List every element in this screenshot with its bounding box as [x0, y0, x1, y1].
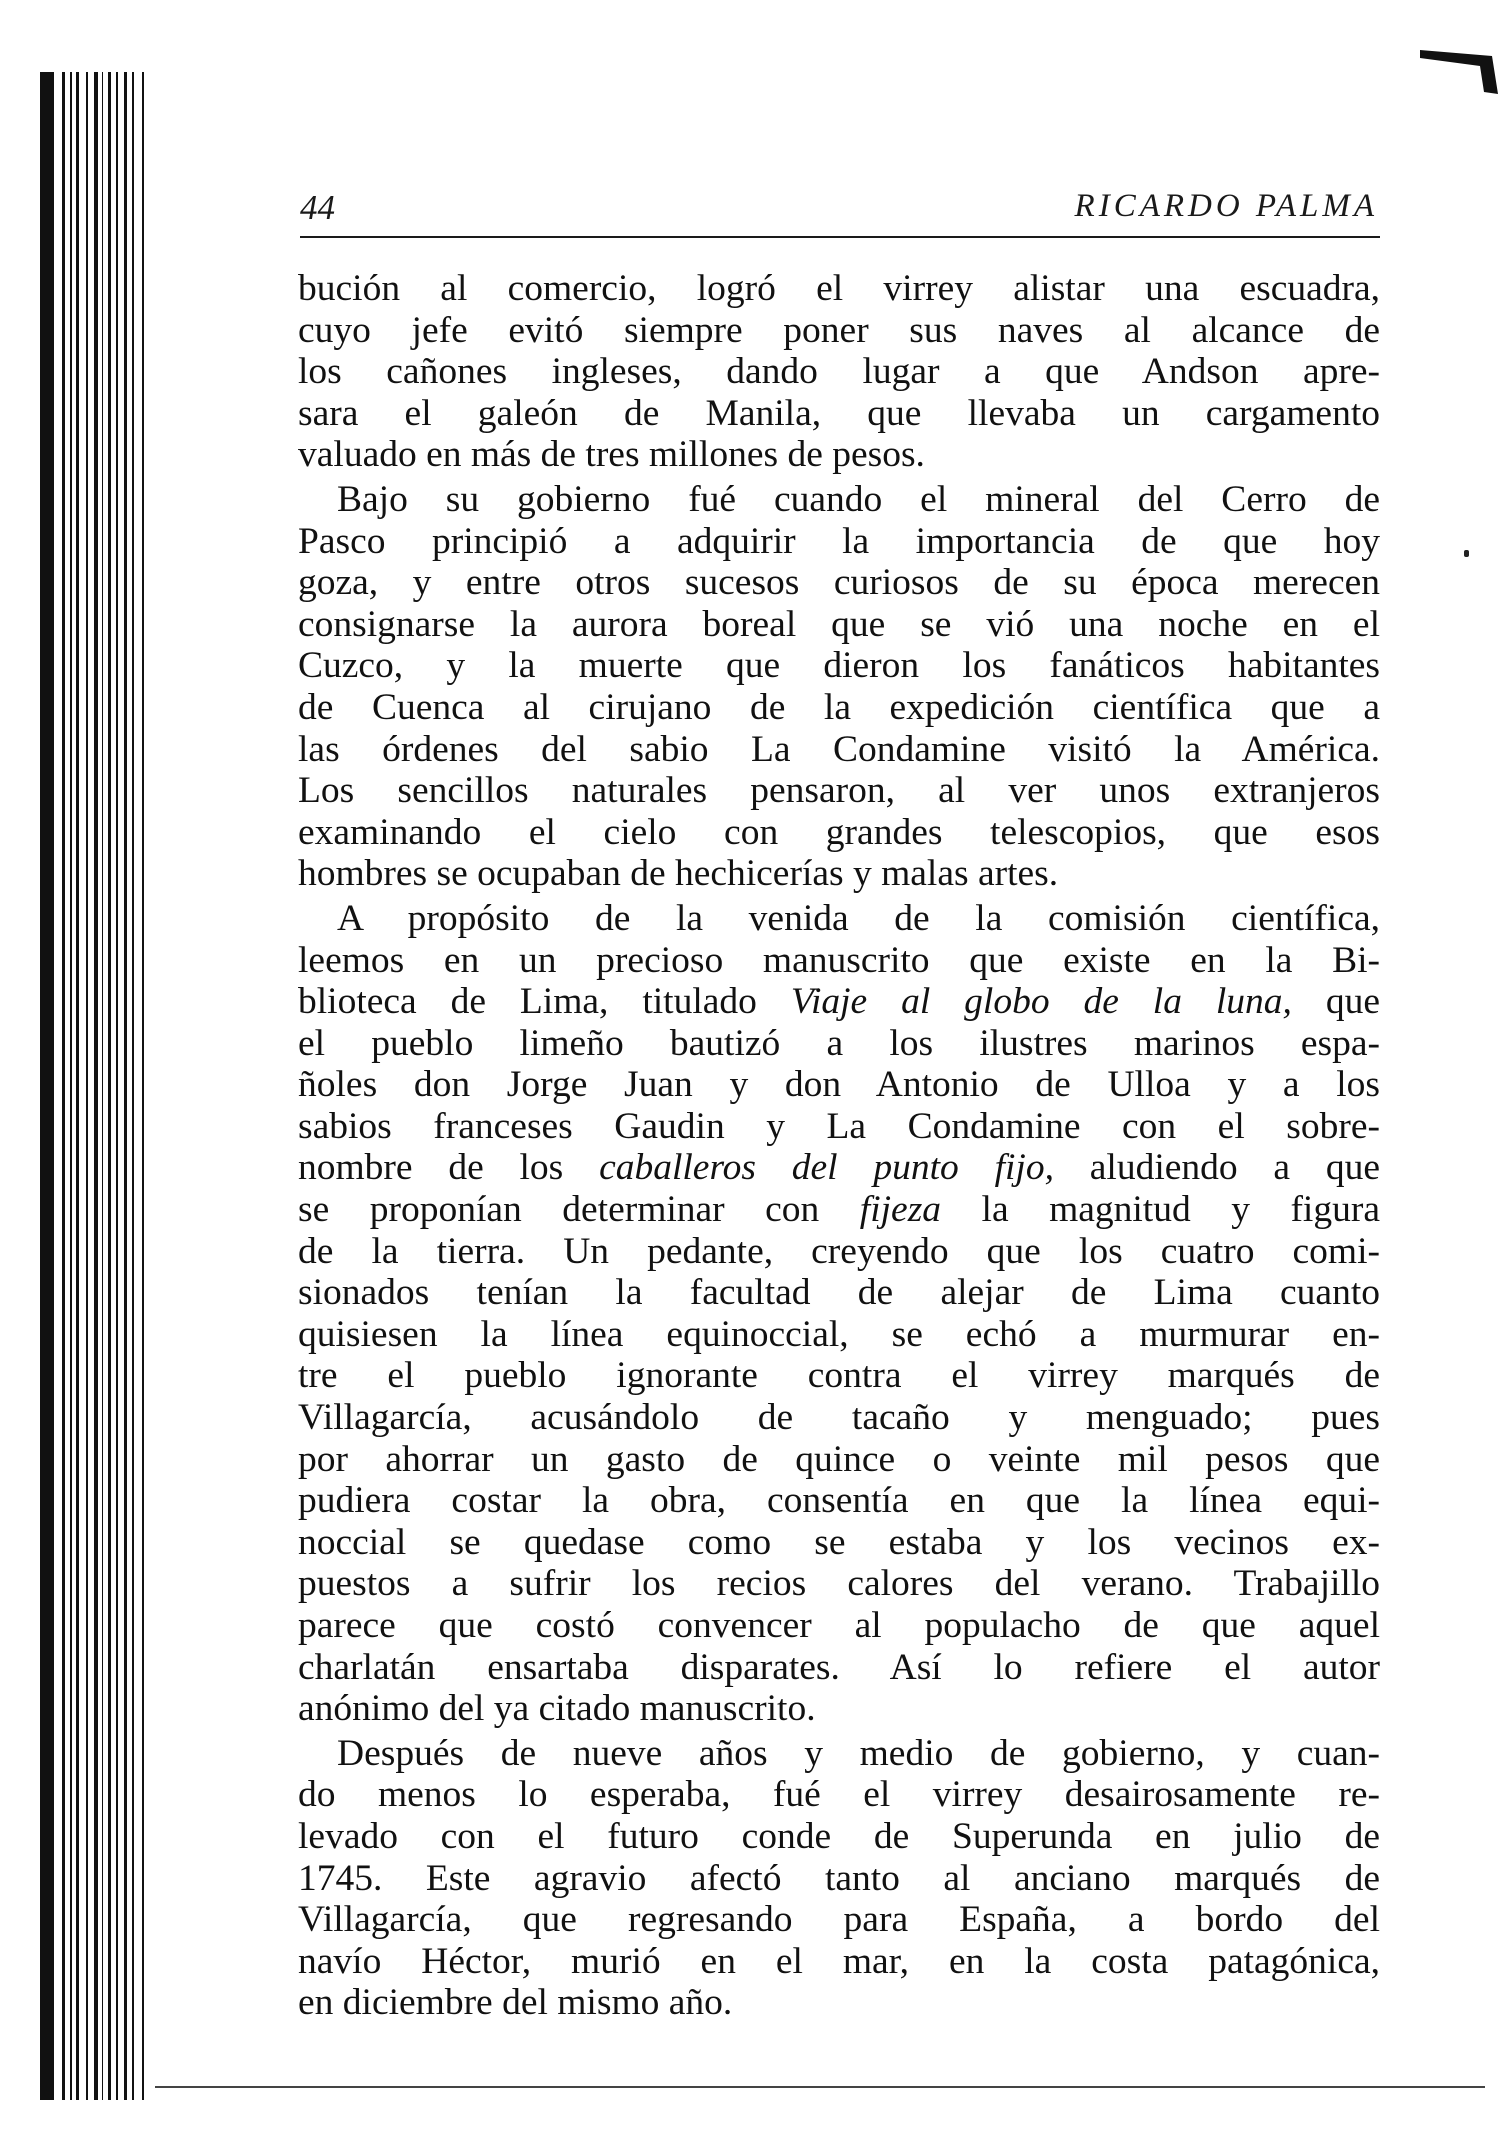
text-line: Cuzco, y la muerte que dieron los fanáticos habitantes	[298, 645, 1380, 687]
italic-word: fijeza	[859, 1189, 942, 1231]
text-run: nombre de los	[298, 1147, 564, 1189]
text-line: pudiera costar la obra, consentía en que la línea equi-	[298, 1480, 1380, 1522]
text-line: de Cuenca al cirujano de la expedición científica que a	[298, 686, 1380, 728]
text-line: Los sencillos naturales pensaron, al ver unos extranjeros	[298, 770, 1380, 812]
text-line: bución al comercio, logró el virrey alistar una escuadra,	[298, 268, 1380, 309]
header-rule	[300, 236, 1380, 238]
paragraph-1	[298, 268, 1380, 476]
text-line	[298, 981, 1380, 1023]
text-line: sionados tenían la facultad de alejar de Lima cuanto	[298, 1272, 1380, 1314]
text-line: noccial se quedase como se estaba y los vecinos ex-	[298, 1521, 1380, 1563]
text-line: las órdenes del sabio La Condamine visitó la América.	[298, 728, 1380, 770]
text-line	[298, 1147, 1380, 1189]
text-line: Bajo su gobierno fué cuando el mineral del Cerro de	[337, 478, 1380, 520]
text-run: blioteca de Lima, titulado	[298, 981, 757, 1023]
text-line	[298, 1189, 1380, 1231]
scan-speck	[1464, 550, 1469, 557]
text-line: Pasco principió a adquirir la importancia de que hoy	[298, 520, 1380, 562]
paragraph-3	[298, 898, 1380, 1730]
text-line: Villagarcía, que regresando para España, a bordo del	[298, 1899, 1380, 1941]
paragraph-4	[298, 1733, 1380, 2024]
text-line: puestos a sufrir los recios calores del verano. Trabajillo	[298, 1563, 1380, 1605]
bottom-edge-line	[155, 2086, 1485, 2088]
text-line: A propósito de la venida de la comisión científica,	[337, 897, 1380, 939]
text-line: anónimo del ya citado manuscrito.	[298, 1688, 816, 1730]
text-line: en diciembre del mismo año.	[298, 1982, 733, 2024]
paragraph-2	[298, 479, 1380, 895]
text-line: do menos lo esperaba, fué el virrey desairosamente re-	[298, 1774, 1380, 1816]
running-head: RICARDO PALMA	[1074, 188, 1378, 224]
text-run: que	[1325, 981, 1381, 1023]
text-line: sara el galeón de Manila, que llevaba un cargamento	[298, 392, 1380, 434]
text-line: 1745. Este agravio afectó tanto al anciano marqués de	[298, 1857, 1380, 1899]
text-line: examinando el cielo con grandes telescopios, que esos	[298, 811, 1380, 853]
text-line: por ahorrar un gasto de quince o veinte mil pesos que	[298, 1438, 1380, 1480]
text-line: goza, y entre otros sucesos curiosos de su época merecen	[298, 562, 1380, 604]
text-line: consignarse la aurora boreal que se vió una noche en el	[298, 603, 1380, 645]
nickname: caballeros del punto fijo,	[599, 1147, 1054, 1189]
corner-mark	[1420, 48, 1500, 98]
text-line: hombres se ocupaban de hechicerías y malas artes.	[298, 853, 1059, 895]
text-line: de la tierra. Un pedante, creyendo que los cuatro comi-	[298, 1230, 1380, 1272]
text-line: el pueblo limeño bautizó a los ilustres marinos espa-	[298, 1022, 1380, 1064]
text-line: ñoles don Jorge Juan y don Antonio de Ulloa y a los	[298, 1064, 1380, 1106]
text-line: leemos en un precioso manuscrito que existe en la Bi-	[298, 939, 1380, 981]
text-line: los cañones ingleses, dando lugar a que Andson apre-	[298, 351, 1380, 393]
scan-gutter	[40, 72, 160, 2100]
text-line: Después de nueve años y medio de gobierno, y cuan-	[337, 1732, 1380, 1774]
text-line: charlatán ensartaba disparates. Así lo refiere el autor	[298, 1646, 1380, 1688]
text-line: quisiesen la línea equinoccial, se echó a murmurar en-	[298, 1313, 1380, 1355]
text-line: navío Héctor, murió en el mar, en la costa patagónica,	[298, 1940, 1380, 1982]
text-run: la magnitud y figura	[981, 1189, 1380, 1231]
text-line: Villagarcía, acusándolo de tacaño y menguado; pues	[298, 1397, 1380, 1439]
text-run: aludiendo a que	[1089, 1147, 1380, 1189]
text-line: tre el pueblo ignorante contra el virrey marqués de	[298, 1355, 1380, 1397]
text-line: cuyo jefe evitó siempre poner sus naves al alcance de	[298, 309, 1380, 351]
page-header	[300, 188, 1378, 236]
page-number: 44	[300, 188, 335, 227]
text-line: valuado en más de tres millones de pesos.	[298, 434, 925, 476]
text-run: se proponían determinar con	[298, 1189, 820, 1231]
body-text	[298, 268, 1380, 2027]
book-title: Viaje al globo de la luna,	[790, 981, 1292, 1023]
text-line: parece que costó convencer al populacho de que aquel	[298, 1605, 1380, 1646]
text-line: levado con el futuro conde de Superunda en julio de	[298, 1815, 1380, 1857]
text-line: sabios franceses Gaudin y La Condamine con el sobre-	[298, 1105, 1380, 1147]
